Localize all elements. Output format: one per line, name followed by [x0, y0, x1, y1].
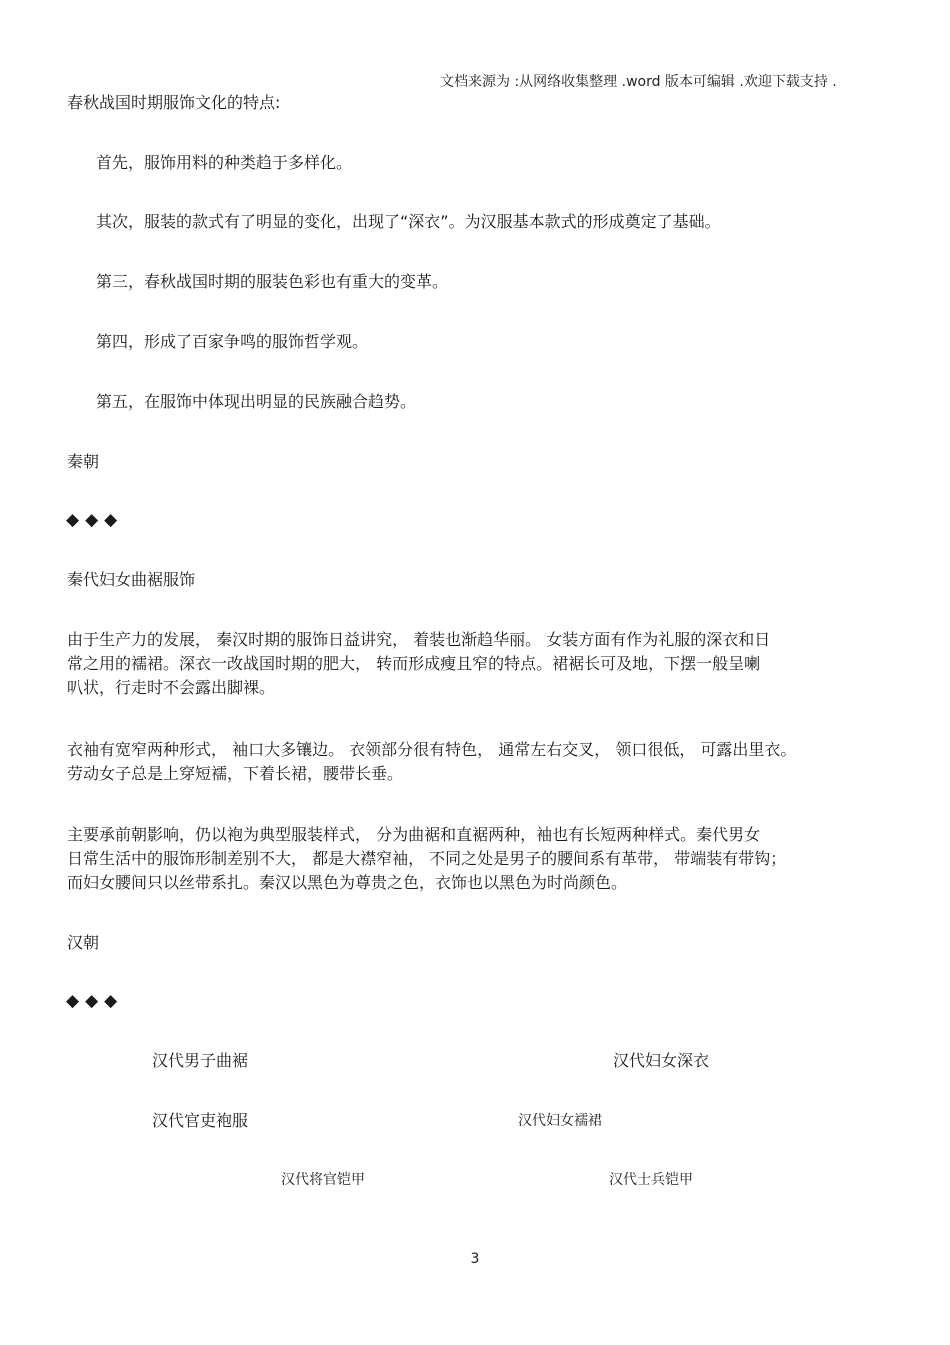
source-note: 文档来源为 :从网络收集整理 .word 版本可编辑 .欢迎下载支持 .	[440, 74, 837, 90]
qin-subheading: 秦代妇女曲裾服饰	[67, 570, 196, 589]
qin-paragraph-2-line: 劳动女子总是上穿短襦，下着长裙，腰带长垂。	[67, 764, 404, 783]
qin-paragraph-1-line: 常之用的襦裙。深衣一改战国时期的肥大， 转而形成瘦且窄的特点。裙裾长可及地，下摆一般呈喇	[67, 654, 761, 673]
qin-diamond-divider: ◆◆◆	[66, 510, 124, 530]
qin-paragraph-2	[67, 738, 882, 786]
caption-han-men-quju: 汉代男子曲裾	[152, 1051, 249, 1070]
qin-paragraph-3-line: 主要承前朝影响，仍以袍为典型服装样式， 分为曲裾和直裾两种，袖也有长短两种样式。秦代男女	[67, 825, 761, 844]
caption-han-women-ruqun: 汉代妇女襦裙	[518, 1113, 602, 1129]
caption-han-official-robe: 汉代官吏袍服	[152, 1111, 249, 1130]
point-2: 其次，服装的款式有了明显的变化，出现了“深衣”。为汉服基本款式的形成奠定了基础。	[96, 212, 721, 231]
caption-han-general-armor: 汉代将官铠甲	[281, 1172, 365, 1188]
caption-han-women-shenyi: 汉代妇女深衣	[613, 1051, 710, 1070]
qin-paragraph-3-line: 而妇女腰间只以丝带系扎。秦汉以黑色为尊贵之色，衣饰也以黑色为时尚颜色。	[67, 873, 628, 892]
qin-paragraph-1-line: 由于生产力的发展， 秦汉时期的服饰日益讲究， 着装也渐趋华丽。 女装方面有作为礼服的深衣和日	[67, 630, 771, 649]
qin-paragraph-3-line: 日常生活中的服饰形制差别不大， 都是大襟窄袖， 不同之处是男子的腰间系有革带， 带端装有带钩；	[67, 849, 787, 868]
han-diamond-divider: ◆◆◆	[66, 991, 124, 1011]
qin-paragraph-2-line: 衣袖有宽窄两种形式， 袖口大多镶边。 衣领部分很有特色， 通常左右交叉， 领口很低， 可露出里衣。	[67, 740, 797, 759]
caption-han-soldier-armor: 汉代士兵铠甲	[609, 1172, 693, 1188]
han-heading: 汉朝	[67, 933, 100, 952]
qin-paragraph-1	[67, 628, 882, 700]
qin-heading: 秦朝	[67, 452, 100, 471]
qin-paragraph-1-line: 叭状，行走时不会露出脚裸。	[67, 678, 276, 697]
section-title: 春秋战国时期服饰文化的特点:	[67, 93, 281, 112]
qin-paragraph-3	[67, 823, 882, 895]
page-number: 3	[470, 1251, 480, 1267]
point-5: 第五，在服饰中体现出明显的民族融合趋势。	[96, 392, 417, 411]
point-4: 第四，形成了百家争鸣的服饰哲学观。	[96, 332, 369, 351]
point-1: 首先，服饰用料的种类趋于多样化。	[96, 153, 353, 172]
point-3: 第三，春秋战国时期的服装色彩也有重大的变革。	[96, 272, 449, 291]
